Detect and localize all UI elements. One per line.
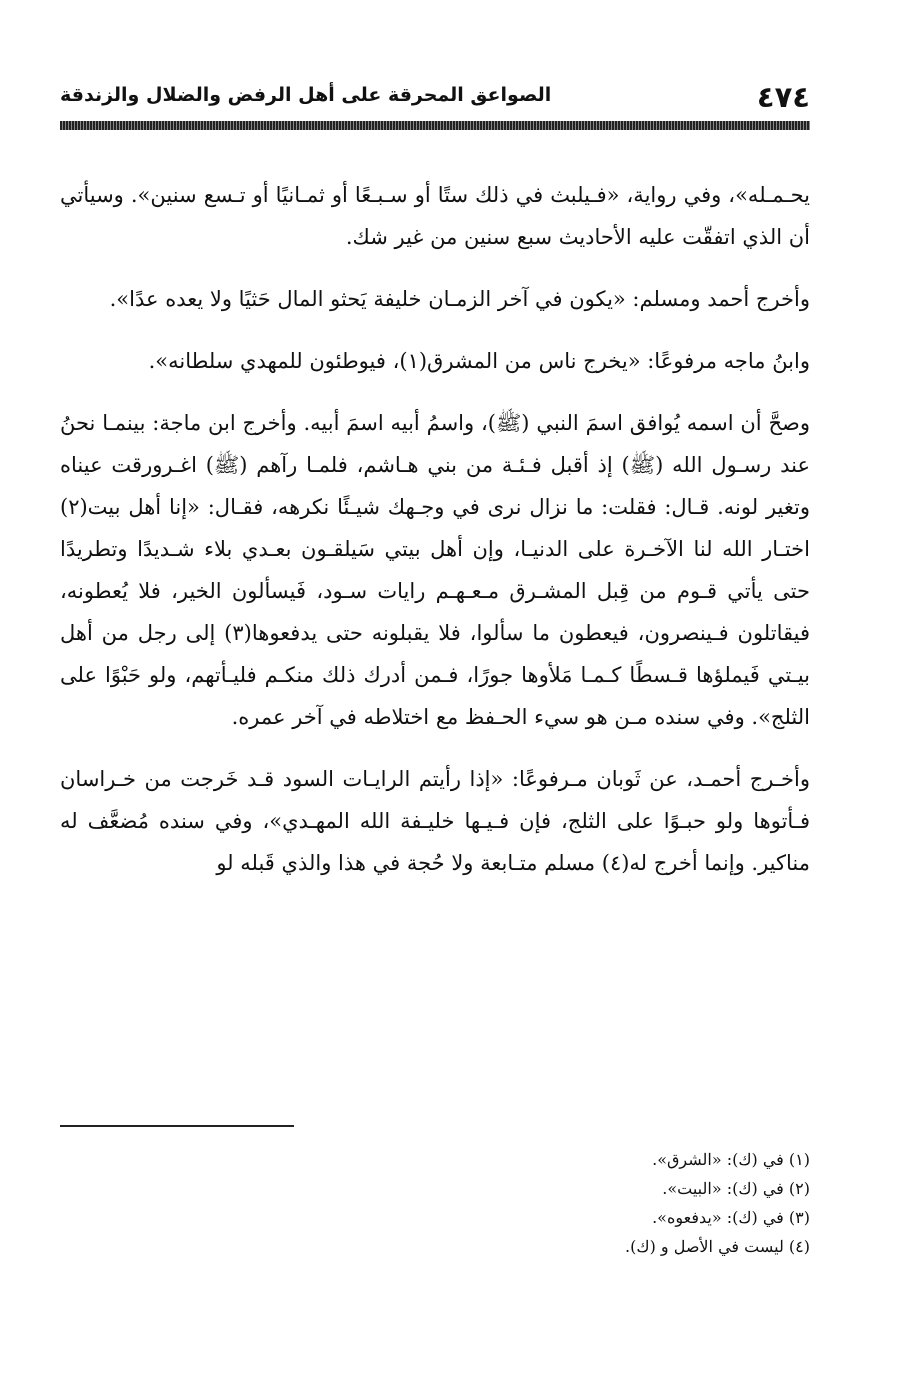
footnotes <box>60 1145 810 1261</box>
book-page <box>60 0 810 1383</box>
footnote: (٤) ليست في الأصل و (ك). <box>625 1237 810 1256</box>
footnote: (١) في (ك): «الشرق». <box>652 1150 810 1169</box>
page-header <box>60 80 810 114</box>
footnote-divider <box>60 1125 294 1127</box>
paragraph: وصحَّ أن اسمه يُوافق اسمَ النبي (ﷺ)، واسمُ أبيه اسمَ أبيه. وأخرج ابن ماجة: بينمـا نحنُ عند رسـول الله (ﷺ) إذ أقبل فـئـة من بني هـاشم، فلمـا رآهم (ﷺ) اغـرورقت عيناه وتغير لونه. قـال: فقلت: ما نزال نرى في وجـهك شيـئًا نكرهه، فقـال: «إنا أهل بيت(٢) اختـار الله لنا الآخـرة على الدنيـا، وإن أهل بيتي سَيلقـون بعـدي بلاء شـديدًا وتطريدًا حتى يأتي قـوم من قِبل المشـرق مـعـهـم رايات سـود، فَيسألون الخير، فلا يُعطونه، فيقاتلون فـينصرون، فيعطون ما سألوا، فلا يقبلونه حتى يدفعوها(٣) إلى رجل من أهل بيـتي فَيملؤها قـسطًا كـمـا مَلأوها جورًا، فـمن أدرك ذلك منكـم فليـأتهم، ولو حَبْوًا على الثلج». وفي سنده مـن هو سيء الحـفظ مع اختلاطه في آخر عمره. <box>60 411 810 729</box>
paragraph: وأخـرج أحمـد، عن ثَوبان مـرفوعًا: «إذا رأيتم الرايـات السود قـد خَرجت من خـراسان فـأتوها ولو حبـوًا على الثلج، فإن فـيـها خليـفة الله المهـدي»، وفي سنده مُضعَّف له مناكير. وإنما أخرج له(٤) مسلم متـابعة ولا حُجة في هذا والذي قَبله لو <box>60 767 810 875</box>
paragraph: وأخرج أحمد ومسلم: «يكون في آخر الزمـان خليفة يَحثو المال حَثيًا ولا يعده عدًا». <box>109 287 810 311</box>
running-title: الصواعق المحرقة على أهل الرفض والضلال والزندقة <box>60 84 552 106</box>
header-rule <box>60 121 810 130</box>
body-text <box>60 174 810 904</box>
footnote: (٢) في (ك): «البيت». <box>662 1179 810 1198</box>
footnote: (٣) في (ك): «يدفعوه». <box>652 1208 810 1227</box>
page-number: ٤٧٤ <box>756 80 810 114</box>
paragraph: يحـمـله»، وفي رواية، «فـيلبث في ذلك ستًا أو سـبـعًا أو ثمـانيًا أو تـسع سنين». وسيأتي أن الذي اتفقّت عليه الأحاديث سبع سنين من غير شك. <box>60 183 810 249</box>
paragraph: وابنُ ماجه مرفوعًا: «يخرج ناس من المشرق(١)، فيوطئون للمهدي سلطانه». <box>148 349 810 373</box>
